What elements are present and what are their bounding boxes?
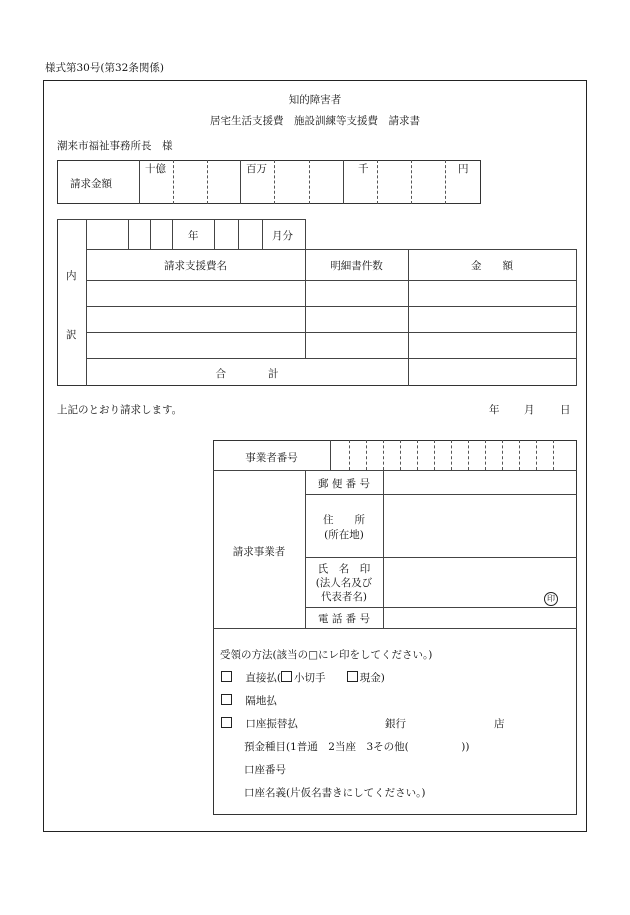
period-year: 年	[188, 230, 199, 242]
payment-heading: 受領の方法(該当の□にレ印をしてください。)	[220, 649, 433, 661]
title-line-1: 知的障害者	[288, 94, 342, 106]
declaration: 上記のとおり請求します。	[57, 404, 183, 416]
amount-box	[57, 160, 481, 204]
breakdown-side-2: 訳	[66, 329, 77, 341]
cash-label: 現金)	[359, 672, 385, 684]
transfer-checkbox[interactable]	[221, 717, 232, 728]
cash-checkbox[interactable]	[347, 671, 358, 682]
payment-direct-row	[221, 670, 385, 685]
unit-yen: 円	[458, 163, 469, 175]
addressee: 潮来市福祉事務所長 様	[57, 140, 173, 152]
breakdown-table	[57, 219, 577, 386]
remote-label: 隔地払	[245, 695, 277, 707]
unit-million: 百万	[246, 163, 267, 175]
address-label: 住 所	[323, 514, 365, 526]
header-count: 明細書件数	[330, 260, 383, 272]
title-line-2: 居宅生活支援費 施設訓練等支援費 請求書	[210, 115, 420, 127]
postal-label: 郵 便 番 号	[317, 478, 370, 490]
date-year: 年	[489, 404, 500, 416]
bank-label: 銀行	[385, 718, 406, 730]
deposit-type: 預金種目(1普通 2当座 3その他( ))	[244, 741, 470, 753]
transfer-label: 口座振替払	[245, 718, 298, 730]
claimant-label: 請求事業者	[232, 546, 286, 558]
direct-checkbox[interactable]	[221, 671, 232, 682]
header-amount: 金 額	[471, 260, 513, 272]
remote-checkbox[interactable]	[221, 694, 232, 705]
provider-number-label: 事業者番号	[245, 452, 298, 464]
header-fee-name: 請求支援費名	[164, 260, 227, 272]
check-checkbox[interactable]	[281, 671, 292, 682]
payment-remote-row	[221, 693, 277, 708]
amount-label: 請求金額	[70, 178, 112, 190]
form-number: 様式第30号(第32条関係)	[45, 62, 164, 74]
branch-label: 店	[494, 718, 505, 730]
name-label: 氏 名 印	[317, 563, 371, 575]
phone-label: 電 話 番 号	[317, 613, 370, 625]
address-sub-label: (所在地)	[324, 529, 364, 541]
seal-mark: 印	[544, 592, 558, 606]
account-number: 口座番号	[244, 764, 286, 776]
name-sub-label-1: (法人名及び	[315, 577, 373, 589]
account-name: 口座名義(片仮名書きにしてください。)	[244, 787, 426, 799]
unit-thousand: 千	[358, 163, 369, 175]
breakdown-side-1: 内	[66, 270, 77, 282]
payment-transfer-row	[221, 716, 298, 731]
total-label: 合 計	[215, 368, 279, 380]
date-month: 月	[524, 404, 535, 416]
check-label: 小切手	[293, 672, 326, 684]
direct-label: 直接払(	[245, 672, 281, 684]
date-day: 日	[560, 404, 571, 416]
period-month: 月分	[272, 230, 293, 242]
unit-billion: 十億	[145, 163, 166, 175]
name-sub-label-2: 代表者名)	[320, 591, 368, 603]
